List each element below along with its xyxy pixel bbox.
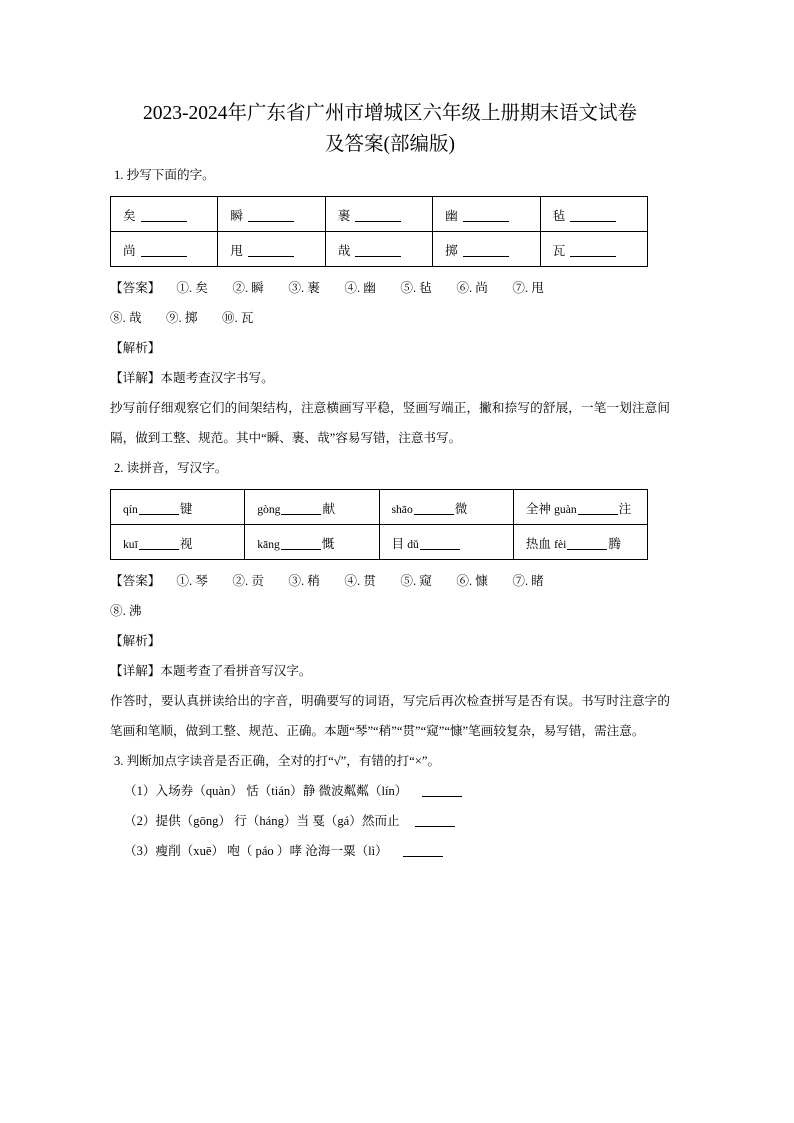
question-2-prompt [110, 453, 670, 483]
cell-pinyin: guàn [554, 502, 577, 516]
answer-label: 【答案】 [110, 281, 161, 295]
detail-label: 【详解】 [110, 371, 161, 385]
table-row [111, 197, 648, 232]
question-3-item-2 [124, 806, 670, 836]
cell-char: 矣 [123, 208, 136, 223]
question-1-answer-line-2 [110, 303, 670, 333]
question-1-prompt [110, 160, 670, 190]
write-blank[interactable] [248, 221, 294, 222]
cell-pinyin: shāo [391, 502, 413, 516]
question-2-table [110, 489, 648, 560]
cell-char: 哉 [337, 243, 351, 258]
table-cell [111, 525, 245, 560]
question-2-text: 读拼音，写汉字。 [126, 461, 228, 475]
question-2-answer-line-2 [110, 596, 670, 626]
cell-suffix: 献 [322, 501, 336, 516]
question-3-text: 判断加点字读音是否正确，全对的打“√”，有错的打“×”。 [126, 754, 441, 768]
answer-item: ②. 贡 [232, 574, 264, 588]
cell-pinyin: dǔ [407, 537, 419, 551]
cell-suffix: 视 [179, 536, 193, 551]
write-blank[interactable] [281, 549, 321, 550]
table-row [111, 525, 648, 560]
cell-prefix: 热血 [525, 536, 551, 551]
cell-char: 瞬 [230, 208, 243, 223]
answer-blank[interactable] [422, 796, 462, 797]
page-content [110, 0, 670, 866]
answer-item: ⑥. 尚 [456, 281, 488, 295]
title-line-1: 2023-2024年广东省广州市增城区六年级上册期末语文试卷 [143, 103, 637, 124]
question-2-analysis-label: 【解析】 [110, 634, 161, 648]
answer-item: ⑤. 毡 [400, 281, 432, 295]
cell-pinyin: fèi [554, 537, 567, 551]
write-blank[interactable] [463, 221, 509, 222]
table-cell [111, 490, 245, 525]
table-cell [111, 197, 218, 232]
write-blank[interactable] [141, 221, 187, 222]
item-text: （1）入场券（quàn） 恬（tián）静 微波粼粼（lín） [124, 784, 408, 798]
table-cell [540, 197, 647, 232]
table-cell [379, 525, 513, 560]
item-text: （3）瘦削（xuē） 咆（ páo ）哮 沧海一粟（lì） [124, 844, 388, 858]
table-cell [433, 232, 540, 267]
cell-char: 掷 [445, 243, 458, 258]
table-cell [325, 197, 432, 232]
table-cell [433, 197, 540, 232]
answer-item: ④. 贯 [344, 574, 376, 588]
table-cell [513, 490, 647, 525]
cell-pinyin: kāng [257, 537, 280, 551]
answer-item: ③. 裹 [288, 281, 320, 295]
table-cell [218, 197, 325, 232]
write-blank[interactable] [463, 256, 509, 257]
cell-char: 瓦 [552, 243, 566, 258]
question-3-number: 3. [114, 754, 124, 768]
write-blank[interactable] [578, 514, 618, 515]
cell-suffix: 腾 [608, 536, 621, 551]
cell-char: 尚 [123, 243, 136, 258]
write-blank[interactable] [570, 221, 616, 222]
question-2-explanation: 作答时，要认真拼读给出的字音，明确要写的词语，写完后再次检查拼写是否有误。书写时注意字的笔画和笔顺，做到工整、规范、正确。本题“琴”“稍”“贯”“窥”“慷”笔画较复杂，易写错，需注意。 [110, 694, 670, 738]
cell-prefix: 全神 [525, 501, 551, 516]
answer-item: ③. 稍 [288, 574, 320, 588]
detail-text: 本题考查了看拼音写汉字。 [160, 664, 312, 678]
cell-char: 毡 [552, 208, 566, 223]
write-blank[interactable] [355, 221, 401, 222]
item-text: （2）提供（gōng） 行（háng）当 戛（gá）然而止 [124, 814, 400, 828]
table-cell [218, 232, 325, 267]
title-line-2: 及答案(部编版) [325, 134, 455, 155]
detail-text: 本题考查汉字书写。 [160, 371, 274, 385]
write-blank[interactable] [139, 549, 179, 550]
question-1-explanation: 抄写前仔细观察它们的间架结构，注意横画写平稳，竖画写端正，撇和捺写的舒展，一笔一划注意间隔，做到工整、规范。其中“瞬、裹、哉”容易写错，注意书写。 [110, 401, 670, 445]
question-1-analysis-label: 【解析】 [110, 341, 161, 355]
detail-label: 【详解】 [110, 664, 161, 678]
write-blank[interactable] [414, 514, 454, 515]
write-blank[interactable] [420, 549, 460, 550]
answer-item: ⑨. 掷 [166, 311, 198, 325]
table-cell [245, 490, 379, 525]
question-1-detail [110, 363, 670, 393]
answer-item: ⑦. 甩 [512, 281, 544, 295]
question-3-prompt [110, 746, 670, 776]
question-1-number: 1. [114, 168, 124, 182]
cell-pinyin: kuī [123, 537, 138, 551]
write-blank[interactable] [570, 256, 616, 257]
answer-item: ⑩. 瓦 [222, 311, 254, 325]
write-blank[interactable] [139, 514, 179, 515]
answer-item: ⑧. 沸 [110, 604, 142, 618]
table-cell [540, 232, 647, 267]
write-blank[interactable] [141, 256, 187, 257]
question-1-text: 抄写下面的字。 [126, 168, 215, 182]
cell-pinyin: qín [123, 502, 138, 516]
answer-item: ⑥. 慷 [456, 574, 488, 588]
write-blank[interactable] [281, 514, 321, 515]
answer-blank[interactable] [403, 856, 443, 857]
cell-suffix: 键 [179, 501, 193, 516]
write-blank[interactable] [355, 256, 401, 257]
cell-prefix: 目 [391, 536, 405, 551]
question-1-table [110, 196, 648, 267]
cell-suffix: 微 [454, 501, 468, 516]
table-cell [379, 490, 513, 525]
table-row [111, 490, 648, 525]
cell-suffix: 慨 [321, 536, 335, 551]
cell-char: 幽 [445, 208, 458, 223]
write-blank[interactable] [567, 549, 607, 550]
question-2-number: 2. [114, 461, 124, 475]
answer-item: ①. 矣 [176, 281, 208, 295]
question-3-item-1 [124, 776, 670, 806]
question-2-detail [110, 656, 670, 686]
answer-item: ①. 琴 [176, 574, 208, 588]
table-cell [513, 525, 647, 560]
cell-char: 甩 [230, 243, 243, 258]
answer-item: ⑦. 睹 [512, 574, 544, 588]
answer-item: ⑤. 窥 [400, 574, 432, 588]
answer-label: 【答案】 [110, 574, 161, 588]
cell-pinyin: gòng [257, 502, 281, 516]
write-blank[interactable] [248, 256, 294, 257]
answer-blank[interactable] [415, 826, 455, 827]
table-cell [325, 232, 432, 267]
table-cell [245, 525, 379, 560]
table-cell [111, 232, 218, 267]
question-2-answer-line-1 [110, 566, 670, 596]
cell-char: 裹 [337, 208, 351, 223]
question-1-answer-line-1 [110, 273, 670, 303]
answer-item: ②. 瞬 [232, 281, 264, 295]
answer-item: ④. 幽 [344, 281, 376, 295]
question-3-item-3 [124, 836, 670, 866]
table-row [111, 232, 648, 267]
page-title [110, 98, 670, 160]
answer-item: ⑧. 哉 [110, 311, 142, 325]
cell-suffix: 注 [618, 501, 632, 516]
